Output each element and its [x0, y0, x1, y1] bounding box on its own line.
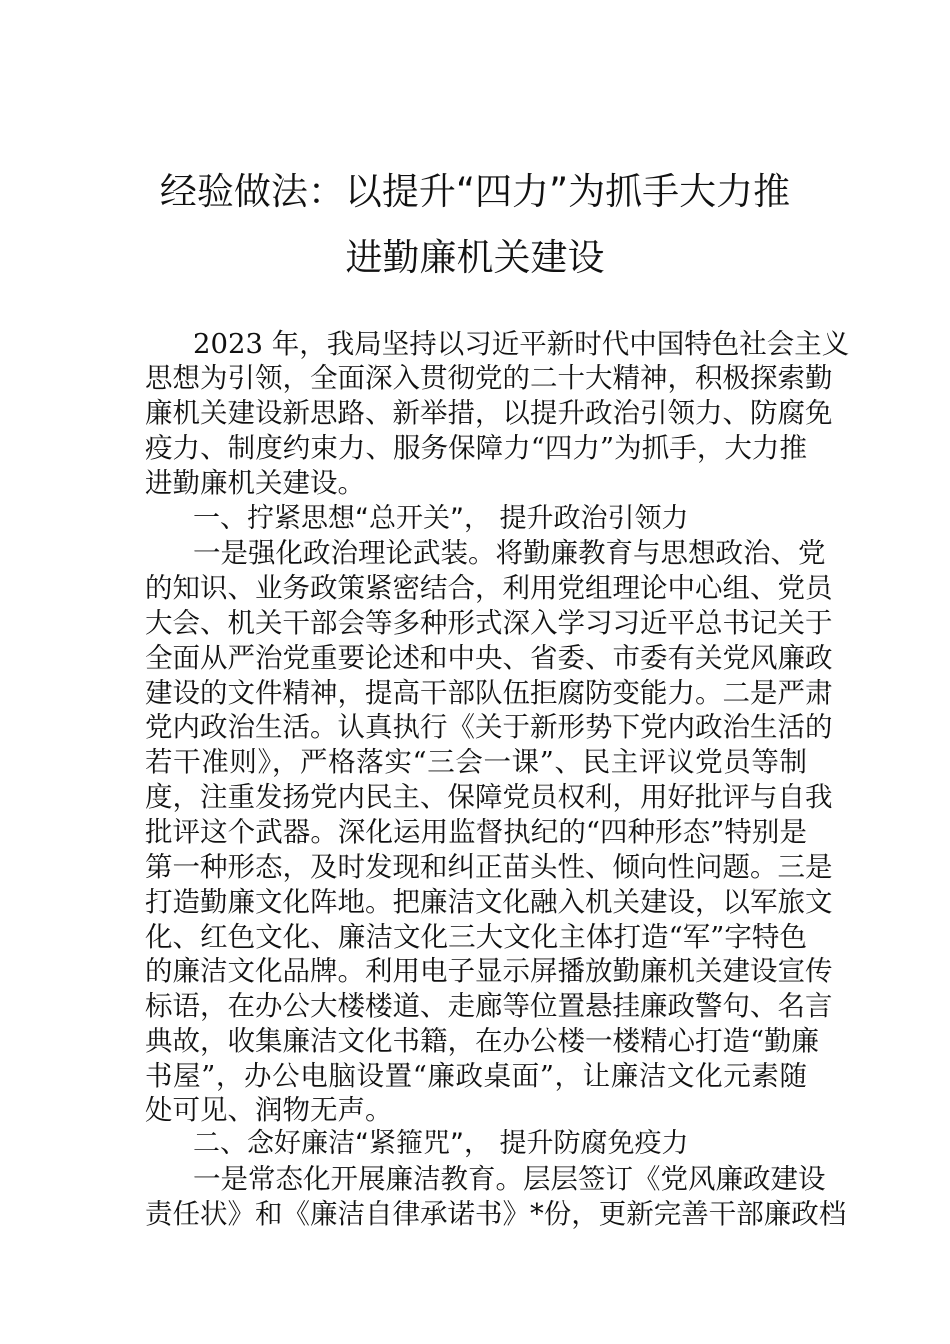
section1-paragraph-line: 建设的文件精神，提高干部队伍拒腐防变能力。二是严肃 — [145, 677, 833, 709]
section1-paragraph-line: 全面从严治党重要论述和中央、省委、市委有关党风廉政 — [145, 642, 833, 674]
section-heading-1: 一、拧紧思想“总开关”， 提升政治引领力 — [193, 503, 689, 534]
section1-paragraph-line: 批评这个武器。深化运用监督执纪的“四种形态”特别是 — [145, 816, 807, 848]
intro-paragraph-line: 思想为引领，全面深入贯彻党的二十大精神，积极探索勤 — [145, 362, 833, 394]
section1-paragraph-line: 打造勤廉文化阵地。把廉洁文化融入机关建设，以军旅文 — [145, 886, 833, 918]
intro-paragraph-line: 2023 年，我局坚持以习近平新时代中国特色社会主义 — [193, 328, 850, 360]
section1-paragraph-line: 党内政治生活。认真执行《关于新形势下党内政治生活的 — [145, 711, 833, 743]
document-title-line-2: 进勤廉机关建设 — [345, 236, 605, 279]
section1-paragraph-line: 处可见、润物无声。 — [145, 1094, 393, 1126]
section2-paragraph-line: 责任状》和《廉洁自律承诺书》*份，更新完善干部廉政档 — [145, 1198, 847, 1230]
section1-paragraph-line: 的知识、业务政策紧密结合，利用党组理论中心组、党员 — [145, 572, 833, 604]
section2-paragraph-line: 一是常态化开展廉洁教育。层层签订《党风廉政建设 — [193, 1163, 826, 1195]
intro-paragraph-line: 廉机关建设新思路、新举措，以提升政治引领力、防腐免 — [145, 397, 833, 429]
section1-paragraph-line: 若干准则》，严格落实“三会一课”、民主评议党员等制 — [145, 746, 807, 778]
section1-paragraph-line: 大会、机关干部会等多种形式深入学习习近平总书记关于 — [145, 607, 833, 639]
section1-paragraph-line: 标语，在办公大楼楼道、走廊等位置悬挂廉政警句、名言 — [145, 990, 833, 1022]
intro-paragraph-line: 进勤廉机关建设。 — [145, 467, 365, 499]
section1-paragraph-line: 书屋”，办公电脑设置“廉政桌面”，让廉洁文化元素随 — [145, 1060, 807, 1092]
section1-paragraph-line: 典故，收集廉洁文化书籍，在办公楼一楼精心打造“勤廉 — [145, 1025, 820, 1057]
section1-paragraph-line: 的廉洁文化品牌。利用电子显示屏播放勤廉机关建设宣传 — [145, 955, 833, 987]
intro-paragraph-line: 疫力、制度约束力、服务保障力“四力”为抓手，大力推 — [145, 432, 807, 464]
document-title-line-1: 经验做法：以提升“四力”为抓手大力推 — [159, 170, 791, 213]
section-heading-2: 二、念好廉洁“紧箍咒”， 提升防腐免疫力 — [193, 1128, 689, 1159]
section1-paragraph-line: 度，注重发扬党内民主、保障党员权利，用好批评与自我 — [145, 781, 833, 813]
section1-paragraph-line: 化、红色文化、廉洁文化三大文化主体打造“军”字特色 — [145, 921, 807, 953]
section1-paragraph-line: 一是强化政治理论武装。将勤廉教育与思想政治、党 — [193, 537, 826, 569]
section1-paragraph-line: 第一种形态，及时发现和纠正苗头性、倾向性问题。三是 — [145, 851, 833, 883]
